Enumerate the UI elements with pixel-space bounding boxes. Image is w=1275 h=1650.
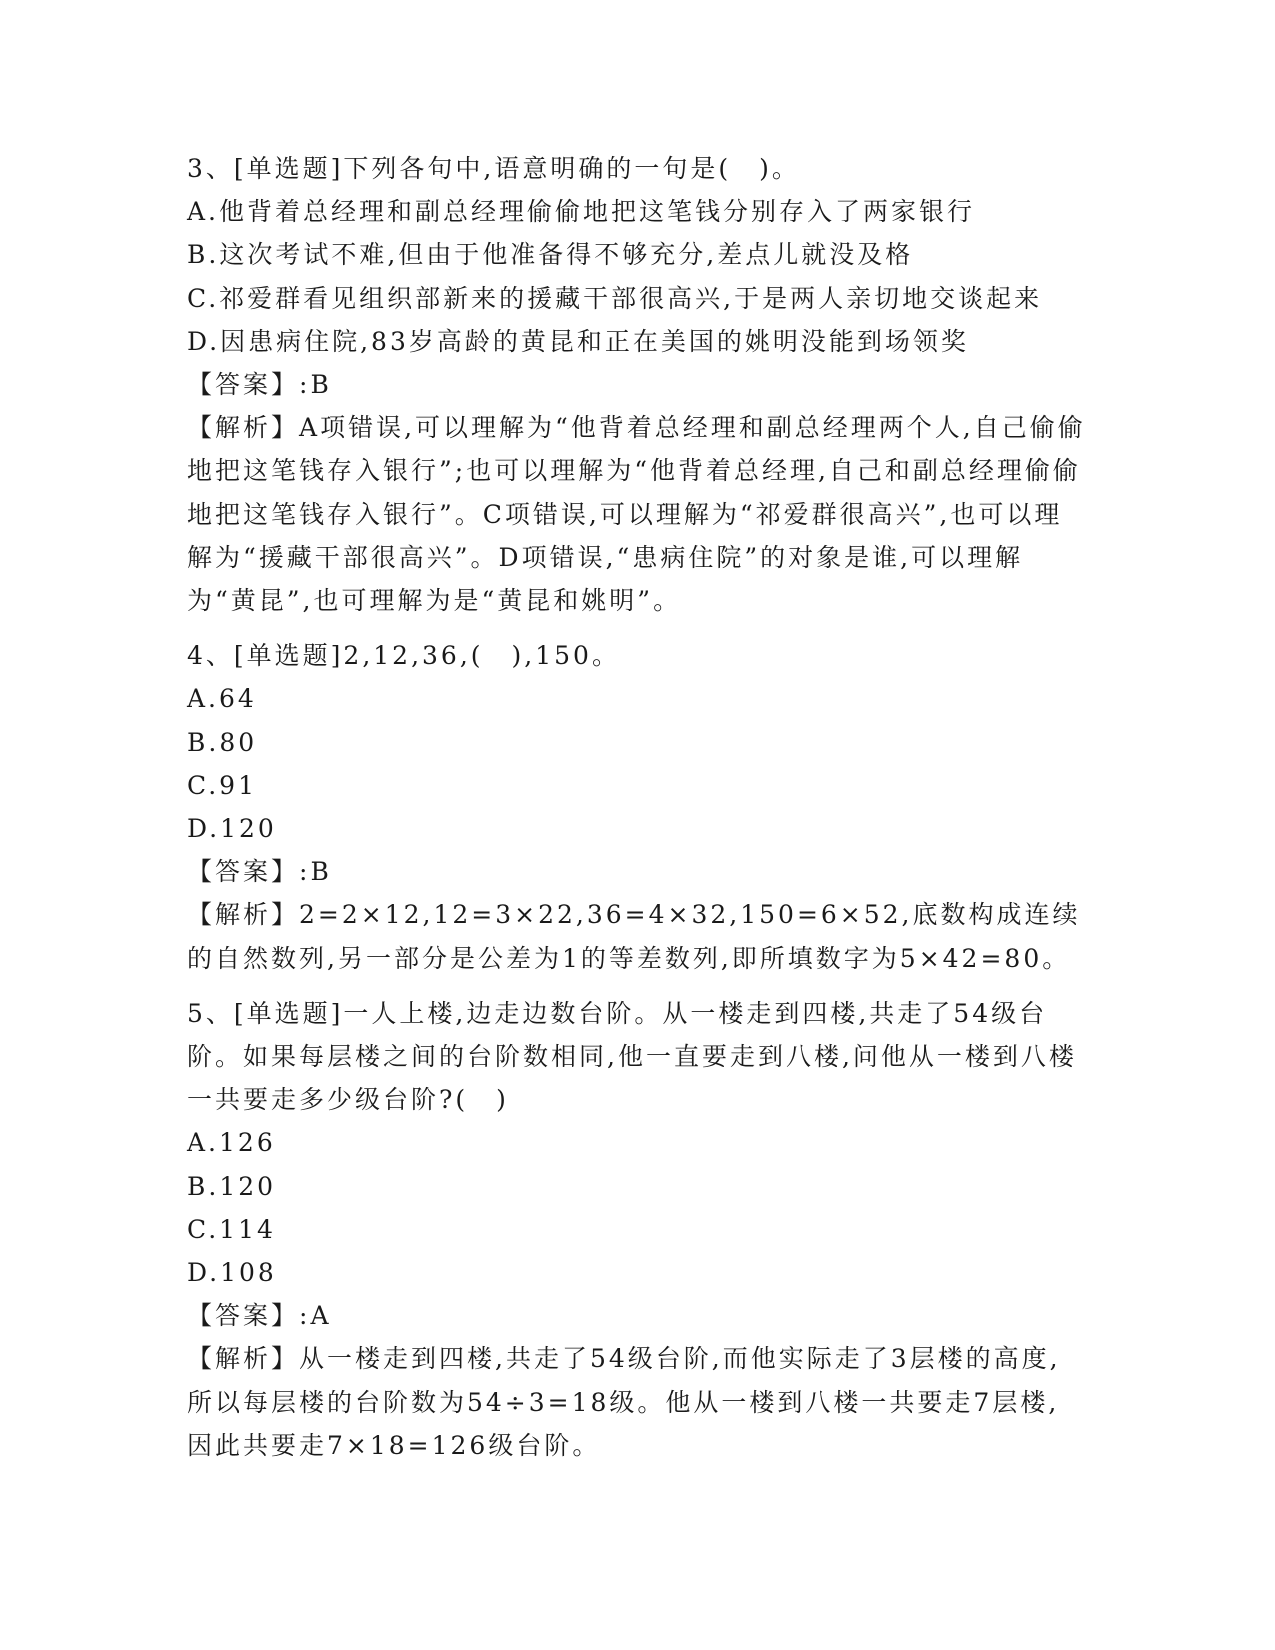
question-stem: 3、[单选题]下列各句中,语意明确的一句是( )。: [187, 154, 800, 183]
answer-separator: :: [299, 1301, 311, 1331]
option-d: D.120: [187, 814, 277, 844]
analysis-text: A项错误,可以理解为“他背着总经理和副总经理两个人,自己偷偷地把这笔钱存入银行”;也可以理解为“他背着总经理,自己和副总经理偷偷地把这笔钱存入银行”。C项错误,可以理解为“祁爱群很高兴”,也可以理解为“援藏干部很高兴”。D项错误,“患病住院”的对象是谁,可以理解为“黄昆”,也可理解为是“黄昆和姚明”。: [187, 413, 1086, 616]
option-a: A.他背着总经理和副总经理偷偷地把这笔钱分别存入了两家银行: [187, 197, 976, 227]
answer-label: 【答案】: [187, 857, 300, 887]
analysis-label: 【解析】: [187, 413, 300, 443]
option-b: B.80: [187, 727, 258, 757]
answer-label: 【答案】: [187, 370, 300, 400]
question-5: [187, 992, 1087, 1467]
answer-separator: :: [299, 370, 311, 400]
document-content: [187, 147, 1087, 1467]
answer-value: B: [310, 370, 332, 400]
option-c: C.114: [187, 1214, 276, 1244]
analysis-label: 【解析】: [187, 1344, 300, 1374]
analysis-paragraph: [187, 1337, 1087, 1467]
option-a: A.126: [187, 1128, 276, 1158]
option-d: D.108: [187, 1258, 277, 1288]
analysis-text: 2=2×12,12=3×22,36=4×32,150=6×52,底数构成连续的自然数列,另一部分是公差为1的等差数列,即所填数字为5×42=80。: [187, 900, 1081, 973]
analysis-paragraph: [187, 406, 1087, 622]
answer-value: B: [310, 857, 332, 887]
option-b: B.这次考试不难,但由于他准备得不够充分,差点儿就没及格: [187, 240, 914, 270]
option-c: C.91: [187, 770, 257, 800]
answer-value: A: [310, 1301, 332, 1331]
answer-line: [187, 850, 1087, 893]
answer-separator: :: [299, 857, 311, 887]
option-d: D.因患病住院,83岁高龄的黄昆和正在美国的姚明没能到场领奖: [187, 326, 969, 356]
analysis-paragraph: [187, 893, 1087, 979]
answer-label: 【答案】: [187, 1301, 300, 1331]
question-4: [187, 634, 1087, 980]
option-c: C.祁爱群看见组织部新来的援藏干部很高兴,于是两人亲切地交谈起来: [187, 283, 1043, 313]
answer-line: [187, 363, 1087, 406]
question-stem: 4、[单选题]2,12,36,( ),150。: [187, 641, 620, 671]
question-3: [187, 147, 1087, 622]
option-a: A.64: [187, 684, 257, 714]
answer-line: [187, 1294, 1087, 1337]
analysis-text: 从一楼走到四楼,共走了54级台阶,而他实际走了3层楼的高度,所以每层楼的台阶数为54÷3=18级。他从一楼到八楼一共要走7层楼,因此共要走7×18=126级台阶。: [187, 1344, 1061, 1460]
question-stem: 5、[单选题]一人上楼,边走边数台阶。从一楼走到四楼,共走了54级台阶。如果每层楼之间的台阶数相同,他一直要走到八楼,问他从一楼到八楼一共要走多少级台阶?( ): [187, 998, 1077, 1115]
analysis-label: 【解析】: [187, 900, 300, 930]
option-b: B.120: [187, 1171, 277, 1201]
